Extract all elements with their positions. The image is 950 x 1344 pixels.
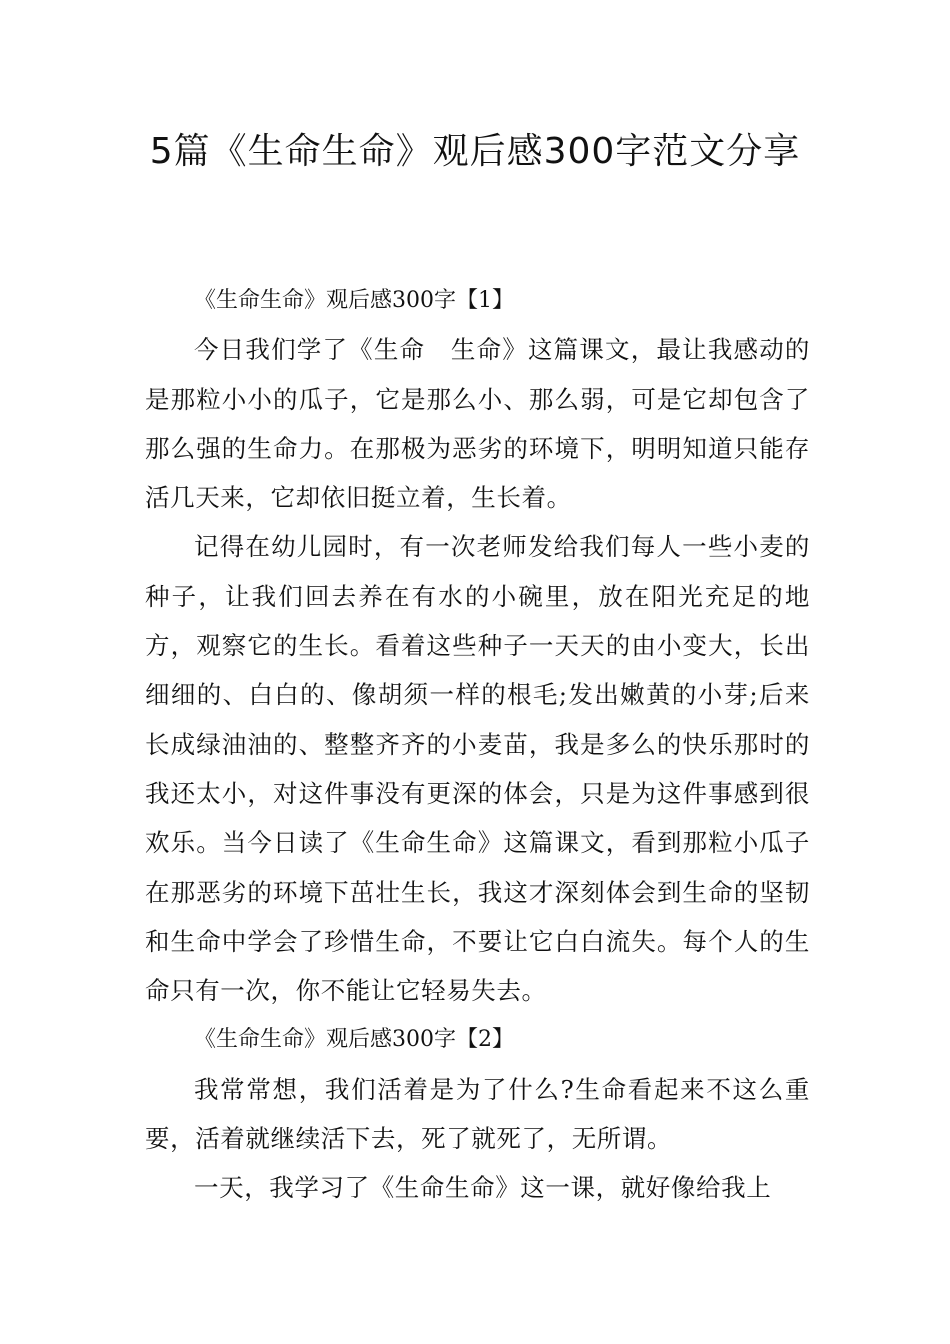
document-title: 5篇《生命生命》观后感300字范文分享 bbox=[149, 131, 801, 172]
paragraph: 一天，我学习了《生命生命》这一课，就好像给我上 bbox=[194, 1173, 772, 1203]
section-1 bbox=[145, 276, 810, 1015]
paragraph: 今日我们学了《生命 生命》这篇课文，最让我感动的是那粒小小的瓜子，它是那么小、那么弱，可是它却包含了那么强的生命力。在那极为恶劣的环境下，明明知道只能存活几天来，它却依旧挺立着，生长着。 bbox=[145, 335, 810, 513]
section-heading: 《生命生命》观后感300字【2】 bbox=[194, 1027, 514, 1053]
paragraph: 记得在幼儿园时，有一次老师发给我们每人一些小麦的种子，让我们回去养在有水的小碗里，放在阳光充足的地方，观察它的生长。看着这些种子一天天的由小变大，长出细细的、白白的、像胡须一样的根毛;发出嫩黄的小芽;后来长成绿油油的、整整齐齐的小麦苗，我是多么的快乐那时的我还太小，对这件事没有更深的体会，只是为这件事感到很欢乐。当今日读了《生命生命》这篇课文，看到那粒小瓜子在那恶劣的环境下茁壮生长，我这才深刻体会到生命的坚韧和生命中学会了珍惜生命，不要让它白白流失。每个人的生命只有一次，你不能让它轻易失去。 bbox=[145, 532, 810, 1006]
section-2 bbox=[145, 1015, 810, 1212]
paragraph: 我常常想，我们活着是为了什么?生命看起来不这么重要，活着就继续活下去，死了就死了，无所谓。 bbox=[145, 1074, 810, 1154]
document-body bbox=[145, 276, 810, 1213]
section-heading: 《生命生命》观后感300字【1】 bbox=[194, 288, 514, 313]
